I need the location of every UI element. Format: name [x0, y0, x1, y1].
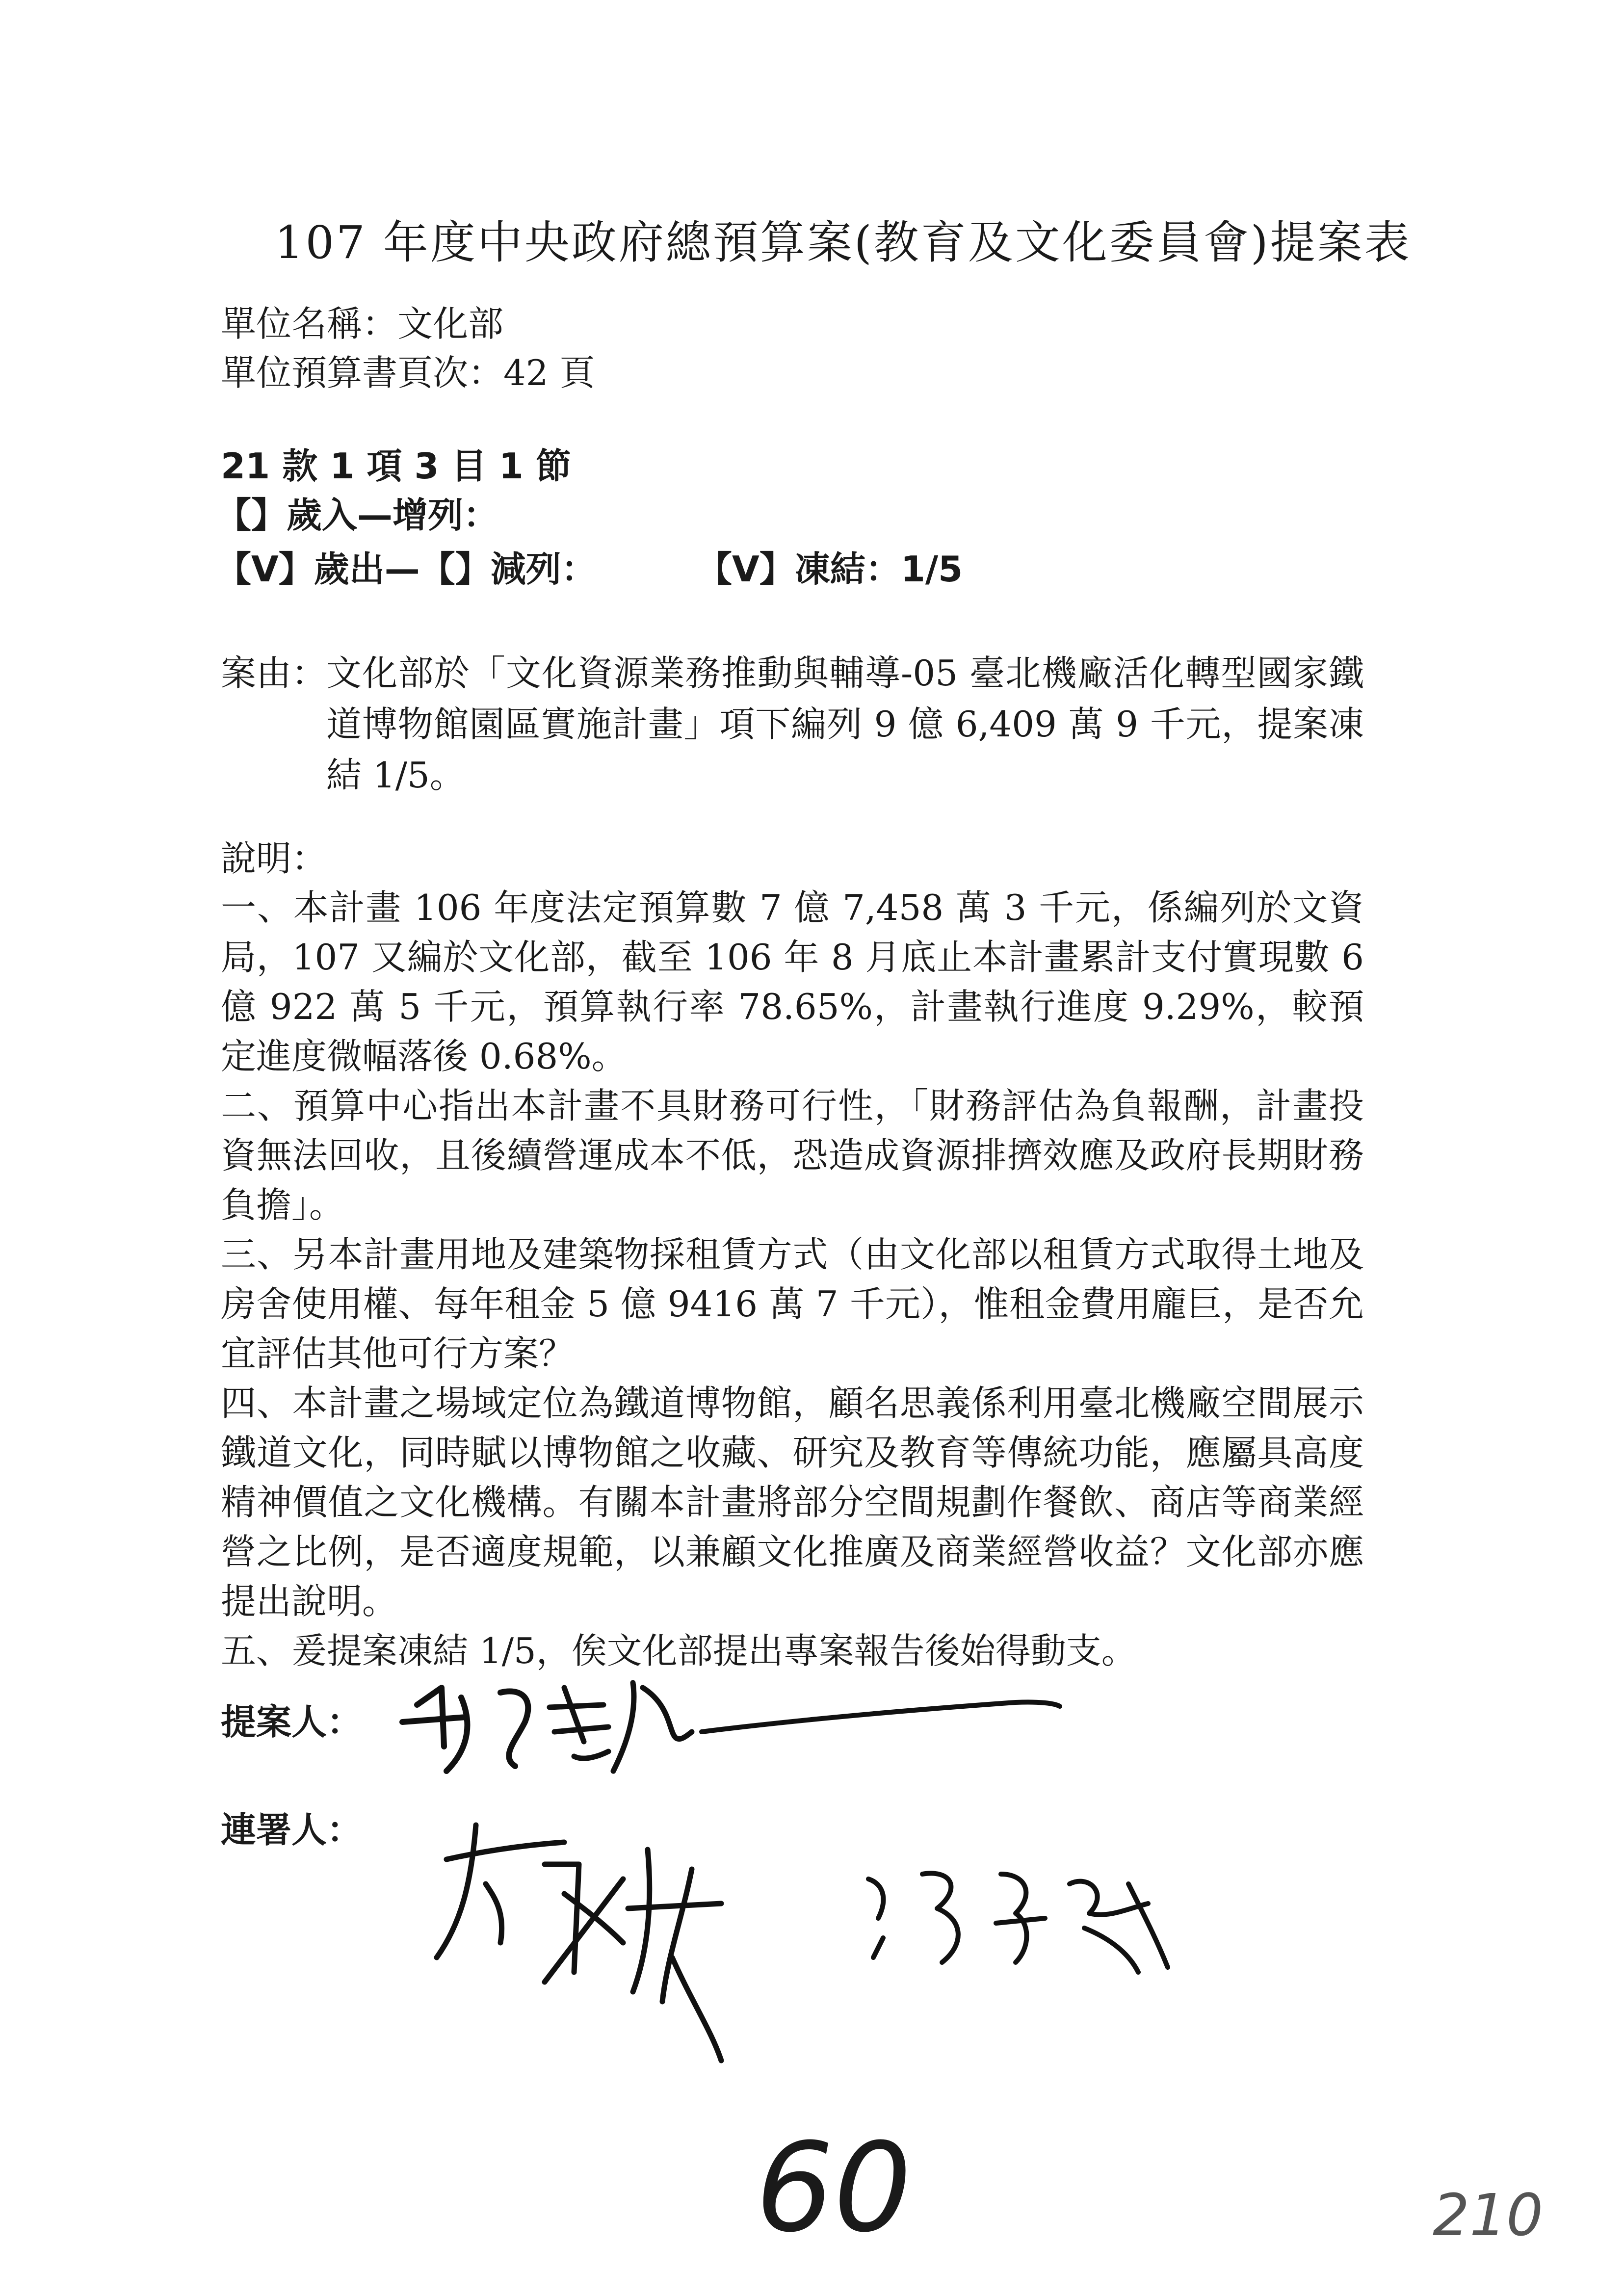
- section-code: 21 款 1 項 3 目 1 節: [221, 445, 571, 487]
- document-title: 107 年度中央政府總預算案(教育及文化委員會)提案表: [275, 216, 1412, 269]
- expenditure-line: 【V】歲出—【】減列：: [216, 548, 597, 590]
- explanation-item: 四、本計畫之場域定位為鐵道博物館，顧名思義係利用臺北機廠空間展示鐵道文化，同時賦以博物館之收藏、研究及教育等傳統功能，應屬具高度精神價值之文化機構。有關本計畫將部分空間規劃作餐飲、商店等商業經營之比例，是否適度規範，以兼顧文化推廣及商業經營收益？文化部亦應提出說明。: [221, 1383, 1364, 1622]
- revenue-line: 【】歲入—增列：: [216, 495, 499, 536]
- cosigner-label: 連署人：: [221, 1809, 363, 1851]
- budget-page: 單位預算書頁次：42 頁: [221, 352, 595, 393]
- proposer-signature: [388, 1658, 1074, 1796]
- explanation-item: 二、預算中心指出本計畫不具財務可行性，「財務評估為負報酬，計畫投資無法回收，且後續營運成本不低，恐造成資源排擠效應及政府長期財務負擔」。: [221, 1085, 1364, 1226]
- reason-label: 案由：: [221, 652, 327, 694]
- explanation-list: [221, 883, 1364, 1676]
- cosigner-signature-2: [854, 1845, 1178, 1982]
- page-number: 210: [1433, 2181, 1544, 2249]
- explanation-item: 一、本計畫 106 年度法定預算數 7 億 7,458 萬 3 千元，係編列於文資局，107 又編於文化部，截至 106 年 8 月底止本計畫累計支付實現數 6 億 922 萬 5 千元，預算執行率 78.65%，計畫執行進度 9.29%，較預定進度微幅落後 0.68%。: [221, 887, 1364, 1077]
- explanation-item: 三、另本計畫用地及建築物採租賃方式（由文化部以租賃方式取得土地及房舍使用權、每年租金 5 億 9416 萬 7 千元），惟租金費用龐巨，是否允宜評估其他可行方案？: [221, 1234, 1364, 1374]
- unit-name: 單位名稱：文化部: [221, 303, 504, 344]
- explanation-label: 說明：: [221, 838, 327, 879]
- proposer-label: 提案人：: [221, 1701, 363, 1743]
- cosigner-signature-1: [417, 1796, 760, 2070]
- handwritten-number: 60: [756, 2116, 912, 2259]
- explanation-item: 五、爰提案凍結 1/5，俟文化部提出專案報告後始得動支。: [221, 1630, 1137, 1671]
- reason-text: 文化部於「文化資源業務推動與輔導-05 臺北機廠活化轉型國家鐵道博物館園區實施計畫」項下編列 9 億 6,409 萬 9 千元，提案凍結 1/5。: [326, 652, 1364, 796]
- freeze-line: 【V】凍結：1/5: [697, 548, 963, 590]
